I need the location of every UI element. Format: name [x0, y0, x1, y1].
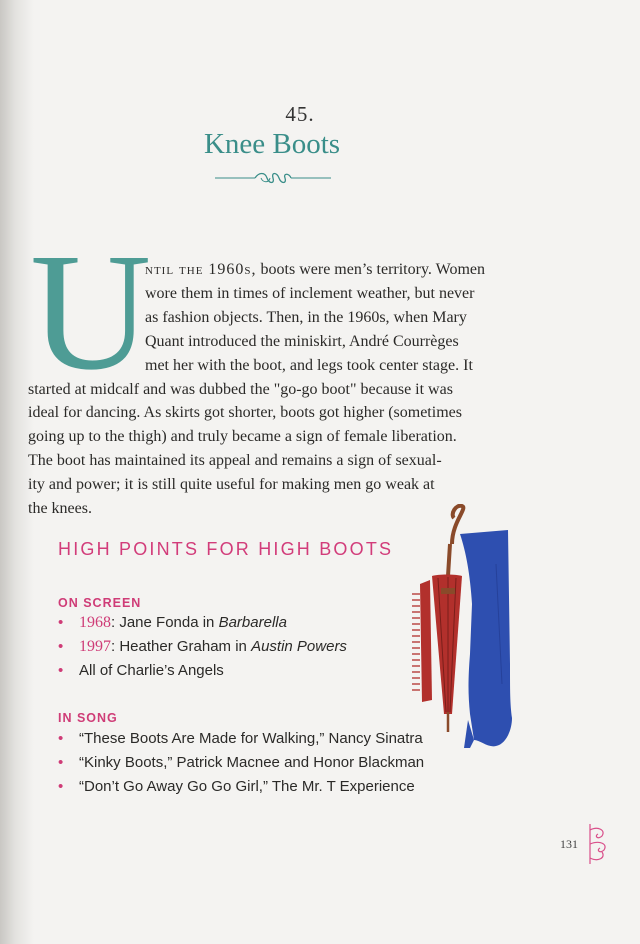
item-text: “These Boots Are Made for Walking,” Nancy Sinatra — [79, 730, 423, 747]
page-number: 131 — [560, 837, 578, 851]
on-screen-list — [58, 611, 347, 683]
bullet-icon: • — [58, 614, 64, 631]
body-line: met her with the boot, and legs took center stage. It — [145, 356, 473, 374]
bullet-icon: • — [58, 662, 64, 679]
body-line: started at midcalf and was dubbed the "go-go boot" because it was — [28, 380, 453, 398]
item-title: Austin Powers — [251, 638, 347, 655]
umbrella-icon — [432, 506, 463, 732]
ornament-divider-icon — [215, 170, 331, 186]
body-line: ity and power; it is still quite useful for making men go weak at — [28, 476, 435, 494]
section-heading: HIGH POINTS FOR HIGH BOOTS — [58, 539, 394, 559]
list-item — [58, 611, 347, 635]
small-caps-lead: ntil the 1960s, — [145, 261, 257, 278]
item-title: Barbarella — [218, 614, 287, 631]
body-line-text: boots were men’s territory. Women — [256, 261, 485, 278]
list-item — [58, 775, 424, 799]
drop-cap: U — [30, 219, 152, 405]
body-line: going up to the thigh) and truly became a sign of female liberation. — [28, 428, 457, 446]
chapter-number: 45. — [285, 102, 315, 126]
body-line: as fashion objects. Then, in the 1960s, when Mary — [145, 308, 467, 326]
item-text: “Don’t Go Away Go Go Girl,” The Mr. T Experience — [79, 778, 415, 795]
item-text: All of Charlie’s Angels — [79, 662, 224, 679]
bullet-icon: • — [58, 778, 64, 795]
subheading-on-screen: ON SCREEN — [58, 596, 142, 610]
chapter-title: Knee Boots — [203, 128, 341, 160]
in-song-list — [58, 727, 424, 799]
list-item — [58, 659, 347, 683]
item-text: : Heather Graham in — [111, 638, 252, 655]
year: 1997 — [79, 638, 111, 655]
body-line: Quant introduced the miniskirt, André Courrèges — [145, 332, 459, 350]
umbrella-comb-boot-illustration — [408, 504, 514, 750]
page-corner-ornament-icon — [584, 822, 612, 866]
body-line: wore them in times of inclement weather, but never — [145, 284, 475, 302]
boot-icon — [460, 530, 512, 748]
bullet-icon: • — [58, 638, 64, 655]
body-paragraph — [28, 258, 524, 521]
bullet-icon: • — [58, 754, 64, 771]
comb-icon — [412, 580, 432, 702]
body-line — [28, 258, 524, 282]
item-text: “Kinky Boots,” Patrick Macnee and Honor Blackman — [79, 754, 425, 771]
bullet-icon: • — [58, 730, 64, 747]
list-item — [58, 635, 347, 659]
body-line: ideal for dancing. As skirts got shorter, boots got higher (sometimes — [28, 404, 462, 422]
body-line: the knees. — [28, 500, 92, 518]
body-line: The boot has maintained its appeal and remains a sign of sexual- — [28, 452, 442, 470]
list-item — [58, 727, 424, 751]
subheading-in-song: IN SONG — [58, 711, 118, 725]
item-text: : Jane Fonda in — [111, 614, 219, 631]
list-item — [58, 751, 424, 775]
year: 1968 — [79, 614, 111, 631]
